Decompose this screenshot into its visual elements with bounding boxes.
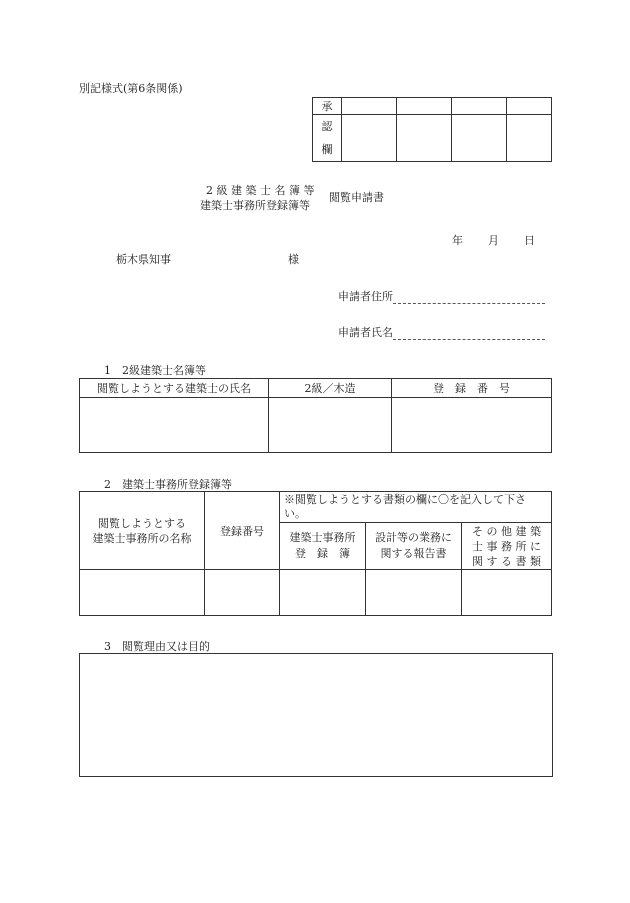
section1-number-cell[interactable]	[392, 398, 552, 453]
date-month: 月	[488, 234, 499, 247]
section1-table	[79, 378, 552, 453]
section2-col2-line1: 設計等の業務に	[375, 531, 452, 544]
applicant-name-label: 申請者氏名	[338, 326, 393, 339]
approval-char-1: 承	[313, 98, 342, 115]
section2-number-cell[interactable]	[205, 570, 280, 616]
title-line-2: 建築士事務所登録簿等	[200, 199, 310, 212]
section2-col3-line3: 関 す る 書 類	[472, 554, 541, 568]
applicant-name-row	[338, 324, 545, 340]
section2-col2-cell[interactable]	[366, 570, 462, 616]
section2-col3-cell[interactable]	[462, 570, 552, 616]
addressee-name: 栃木県知事	[116, 253, 171, 266]
section2-col3-line1: そ の 他 建 築	[472, 524, 541, 538]
section2-col1-line1: 建築士事務所	[289, 531, 356, 544]
approval-table	[312, 97, 552, 162]
section3-heading: 3 閲覧理由又は目的	[104, 640, 210, 653]
date-year: 年	[452, 234, 463, 247]
applicant-address-field[interactable]	[393, 291, 545, 304]
date-day: 日	[524, 234, 535, 247]
section1-grade-cell[interactable]	[269, 398, 392, 453]
section2-col1-line2: 登 録 簿	[295, 547, 350, 560]
applicant-name-field[interactable]	[393, 327, 545, 340]
applicant-address-label: 申請者住所	[338, 290, 393, 303]
section2-heading: 2 建築士事務所登録簿等	[104, 478, 232, 491]
approval-char-2: 認	[321, 120, 333, 133]
section2-col1-cell[interactable]	[280, 570, 366, 616]
title-suffix: 閲覧申請書	[329, 191, 384, 204]
approval-char-3: 欄	[321, 143, 333, 156]
section1-header-grade: 2級／木造	[269, 379, 392, 398]
section1-header-number: 登 録 番 号	[392, 379, 552, 398]
section2-name-header-line1: 閲覧しようとする	[98, 516, 186, 530]
section2-col3-line2: 士 事 務 所 に	[472, 539, 541, 553]
section2-table	[79, 491, 552, 616]
addressee-honorific: 様	[288, 253, 299, 266]
applicant-address-row	[338, 288, 545, 304]
section2-name-cell[interactable]	[80, 570, 205, 616]
section2-number-header: 登録番号	[205, 492, 280, 570]
title-line-1: 2 級 建 築 士 名 簿 等	[206, 184, 315, 197]
section2-note: ※閲覧しようとする書類の欄に〇を記入して下さい。	[280, 492, 552, 523]
section1-heading: 1 2級建築士名簿等	[104, 364, 206, 377]
section3-reason-box[interactable]	[79, 653, 553, 777]
section1-header-name: 閲覧しようとする建築士の氏名	[80, 379, 269, 398]
section1-name-cell[interactable]	[80, 398, 269, 453]
section2-name-header-line2: 建築士事務所の名称	[92, 531, 192, 545]
form-label: 別記様式(第6条関係)	[79, 82, 183, 95]
section2-col2-line2: 関する報告書	[380, 547, 447, 560]
